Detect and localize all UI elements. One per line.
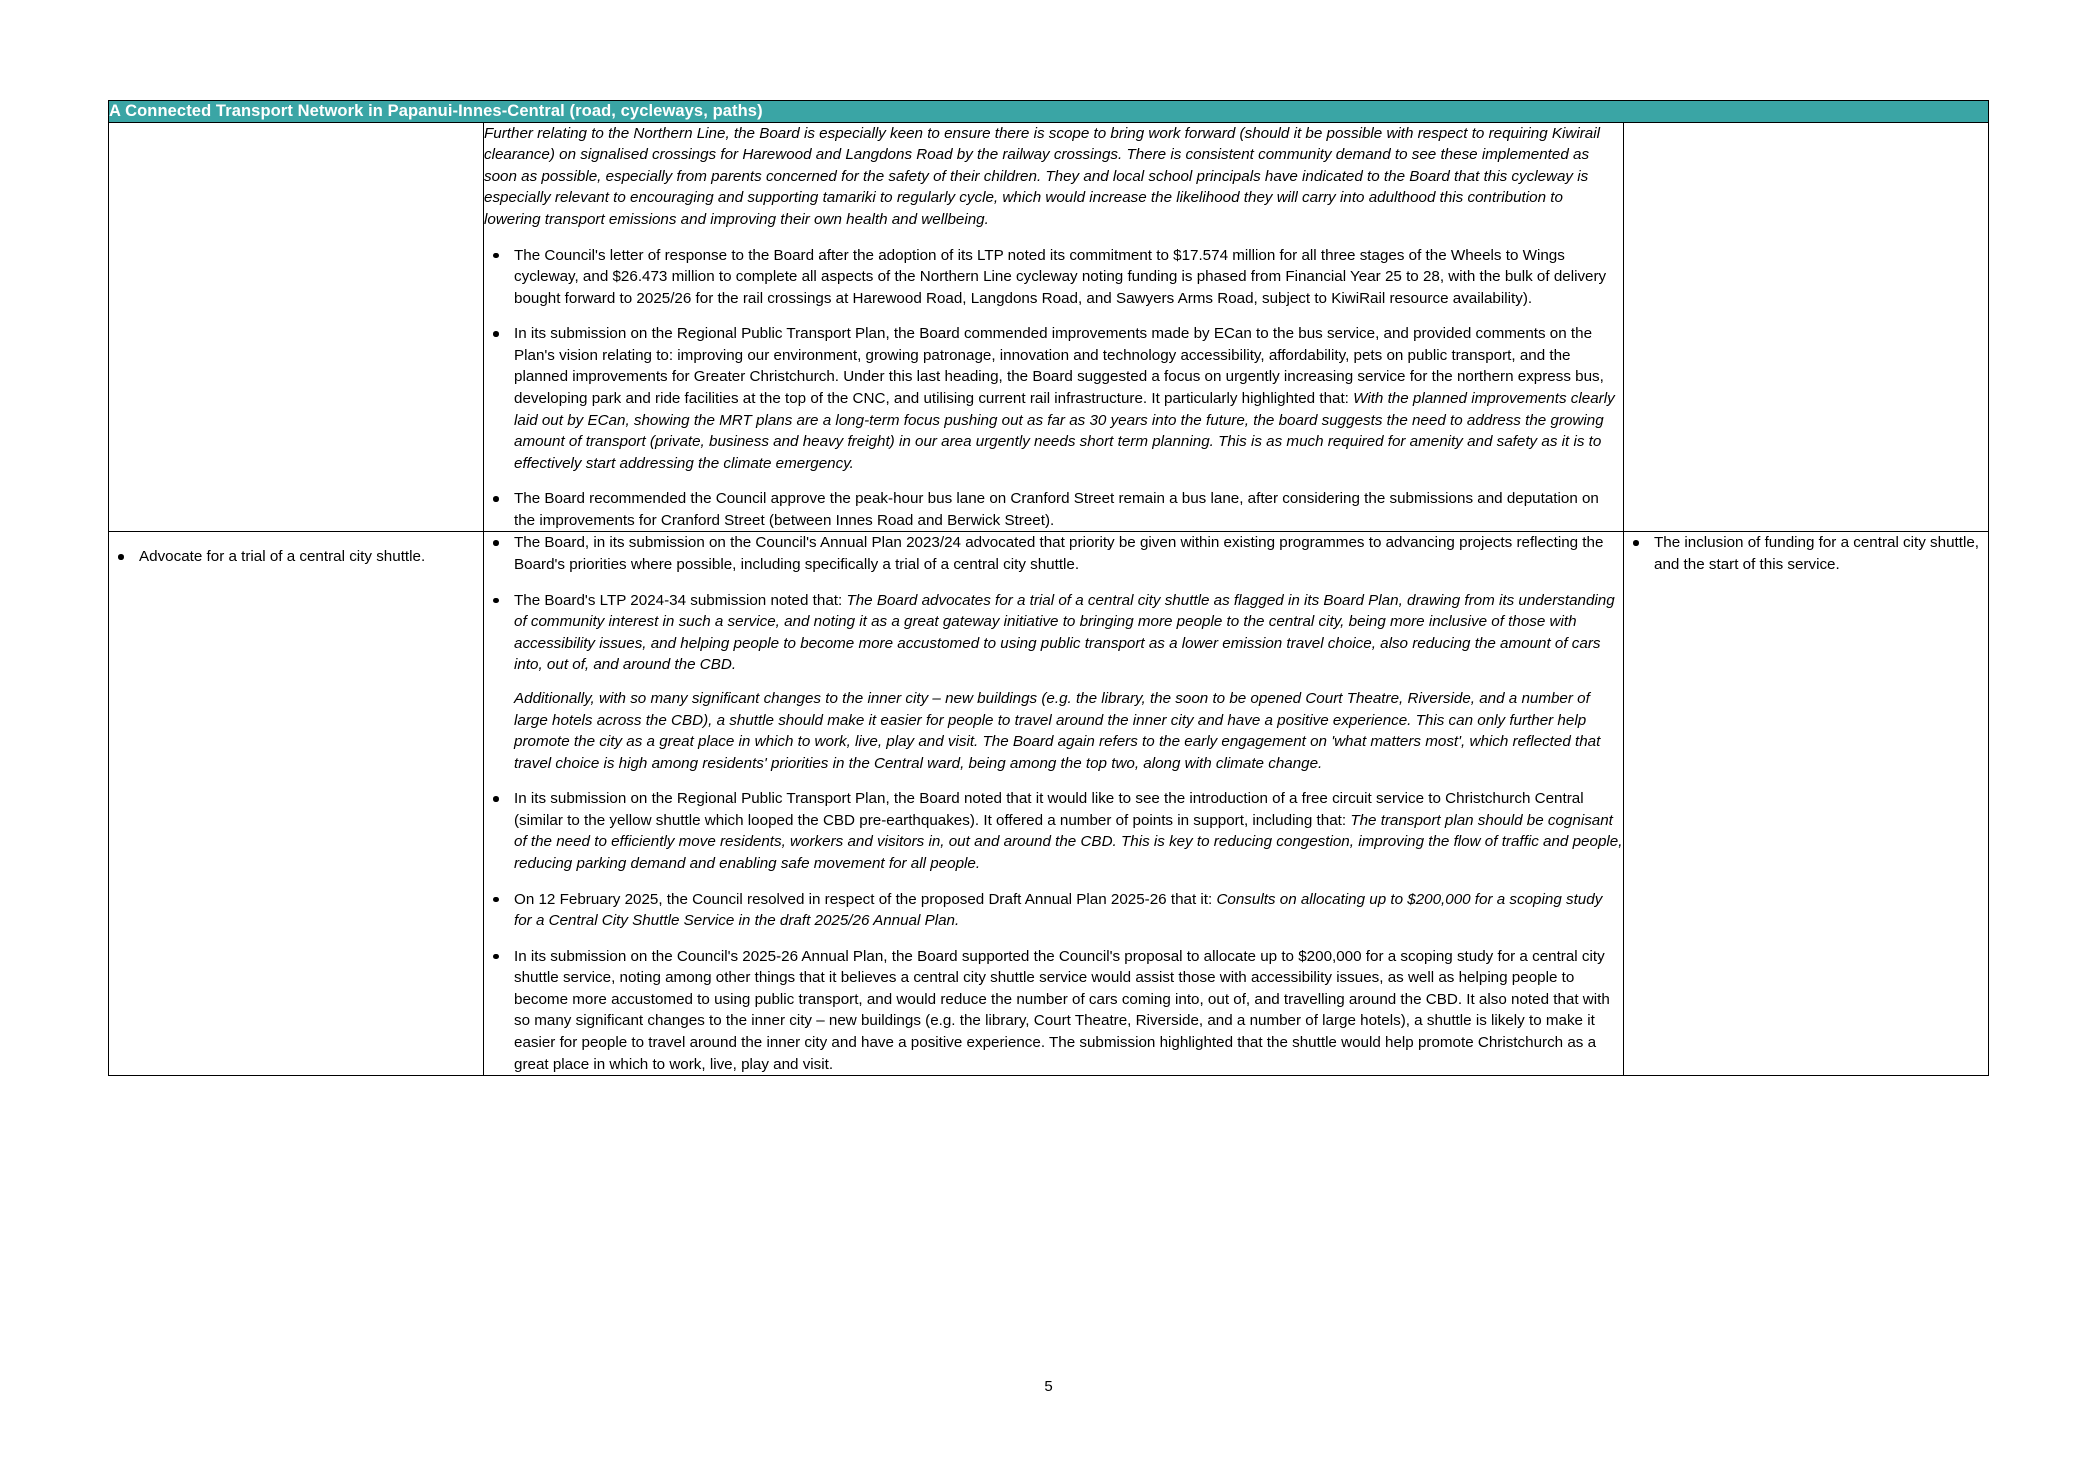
row1-left-cell: [109, 122, 484, 532]
list-item-text: The Board's LTP 2024-34 submission noted that:: [514, 591, 847, 609]
row2-right-cell: [1624, 532, 1989, 1076]
row1-middle-cell: [484, 122, 1624, 532]
row1-intro-paragraph: Further relating to the Northern Line, the Board is especially keen to ensure there is scope to bring work forward (should it be possible with respect to requiring Kiwirail clearance) on signalised crossings for Harewood and Langdons Road by the railway crossings. There is consistent community demand to see these implemented as soon as possible, especially from parents concerned for the safety of their children. They and local school principals have indicated to the Board that this cycleway is especially relevant to encouraging and supporting tamariki to regularly cycle, which would increase the likelihood they will carry into adulthood this contribution to lowering transport emissions and improving their own health and wellbeing.: [484, 124, 1600, 228]
list-item-text: The Council's letter of response to the Board after the adoption of its LTP noted its commitment to $17.574 million for all three stages of the Wheels to Wings cycleway, and $26.473 million to complete all aspects of the Northern Line cycleway noting funding is phased from Financial Year 25 to 28, with the bulk of delivery bought forward to 2025/26 for the rail crossings at Harewood Road, Langdons Road, and Sawyers Arms Road, subject to KiwiRail resource availability).: [514, 246, 1607, 307]
table-header-row: [109, 101, 1989, 123]
content-table: [108, 100, 1989, 1076]
list-item-text: The Board recommended the Council approve the peak-hour bus lane on Cranford Street remain a bus lane, after considering the submissions and deputation on the improvements for Cranford Street (between Innes Road and Berwick Street).: [514, 490, 1599, 529]
table-row: [109, 122, 1989, 532]
list-item: [484, 788, 1623, 874]
row2-left-cell: [109, 532, 484, 1076]
page-number: 5: [1044, 1378, 1053, 1395]
list-item: [484, 245, 1623, 310]
row2-left-bullet-list: [109, 546, 483, 568]
list-item-text: In its submission on the Regional Public Transport Plan, the Board commended improvements made by ECan to the bus service, and provided comments on the Plan's vision relating to: improving our environment, growing patronage, innovation and technology accessibility, affordability, pets on public transport, and the planned improvements for Greater Christchurch. Under this last heading, the Board suggested a focus on urgently increasing service for the northern express bus, developing park and ride facilities at the top of the CNC, and utilising current rail infrastructure. It particularly highlighted that:: [514, 325, 1604, 407]
table-header-title: A Connected Transport Network in Papanui-Innes-Central (road, cycleways, paths): [109, 102, 763, 120]
list-item-italic-tail: The transport plan should be cognisant of the need to efficiently move residents, workers and visitors in, out and around the CBD. This is key to reducing congestion, improving the flow of traffic and people, reducing parking demand and enabling safe movement for all people.: [514, 811, 1623, 872]
list-item: [484, 323, 1623, 474]
list-item-text: The Board, in its submission on the Council's Annual Plan 2023/24 advocated that priority be given within existing programmes to advancing projects reflecting the Board's priorities where possible, including specifically a trial of a central city shuttle.: [514, 534, 1604, 574]
list-item-sub-paragraph: Additionally, with so many significant changes to the inner city – new buildings (e.g. the library, the soon to be opened Court Theatre, Riverside, and a number of large hotels across the CBD), a shuttle should make it easier for people to travel around the inner city and have a positive experience. This can only further help promote the city as a great place in which to work, live, play and visit. The Board again refers to the early engagement on 'what matters most', which reflected that travel choice is high among residents' priorities in the Central ward, being among the top two, along with climate change.: [514, 689, 1601, 772]
row2-middle-cell: [484, 532, 1624, 1076]
row2-right-bullet-list: [1624, 532, 1988, 575]
list-item-text: In its submission on the Council's 2025-26 Annual Plan, the Board supported the Council's proposal to allocate up to $200,000 for a scoping study for a central city shuttle service, noting among other things that it believes a central city shuttle service would assist those with accessibility issues, as well as helping people to become more accustomed to using public transport, and would reduce the number of cars coming into, out of, and travelling around the CBD. It also noted that with so many significant changes to the inner city – new buildings (e.g. the library, Court Theatre, Riverside, and a number of large hotels), a shuttle is likely to make it easier for people to travel around the inner city and have a positive experience. The submission highlighted that the shuttle would help promote Christchurch as a great place in which to work, live, play and visit.: [514, 947, 1610, 1073]
list-item: [484, 488, 1623, 531]
list-item: [484, 946, 1623, 1075]
list-item: [484, 590, 1623, 775]
list-item: [484, 889, 1623, 932]
table-header-cell: [109, 101, 1989, 123]
list-item: [1624, 532, 1988, 575]
list-item: [109, 546, 483, 568]
list-item-italic-tail: With the planned improvements clearly laid out by ECan, showing the MRT plans are a long-term focus pushing out as far as 30 years into the future, the board suggests the need to address the growing amount of transport (private, business and heavy freight) in our area urgently needs short term planning. This is as much required for amenity and safety as it is to effectively start addressing the climate emergency.: [514, 389, 1615, 472]
list-item-text: Advocate for a trial of a central city shuttle.: [139, 548, 426, 566]
table-row: [109, 532, 1989, 1076]
list-item-italic-tail: Consults on allocating up to $200,000 for a scoping study for a Central City Shuttle Service in the draft 2025/26 Annual Plan.: [514, 890, 1603, 930]
list-item-text: In its submission on the Regional Public Transport Plan, the Board noted that it would like to see the introduction of a free circuit service to Christchurch Central (similar to the yellow shuttle which looped the CBD pre-earthquakes). It offered a number of points in support, including that:: [514, 790, 1584, 829]
list-item-text: The inclusion of funding for a central city shuttle, and the start of this service.: [1654, 534, 1980, 574]
row1-bullet-list: [484, 245, 1623, 532]
row1-right-cell: [1624, 122, 1989, 532]
list-item-text: On 12 February 2025, the Council resolved in respect of the proposed Draft Annual Plan 2025-26 that it:: [514, 890, 1217, 908]
list-item-italic-tail: The Board advocates for a trial of a central city shuttle as flagged in its Board Plan, drawing from its understanding of community interest in such a service, and noting it as a great gateway initiative to bringing more people to the central city, being more inclusive of those with accessibility issues, and helping people to become more accustomed to using public transport as a lower emission travel choice, also reducing the amount of cars into, out of, and around the CBD.: [514, 591, 1615, 674]
list-item: [484, 532, 1623, 575]
row2-bullet-list: [484, 532, 1623, 1075]
